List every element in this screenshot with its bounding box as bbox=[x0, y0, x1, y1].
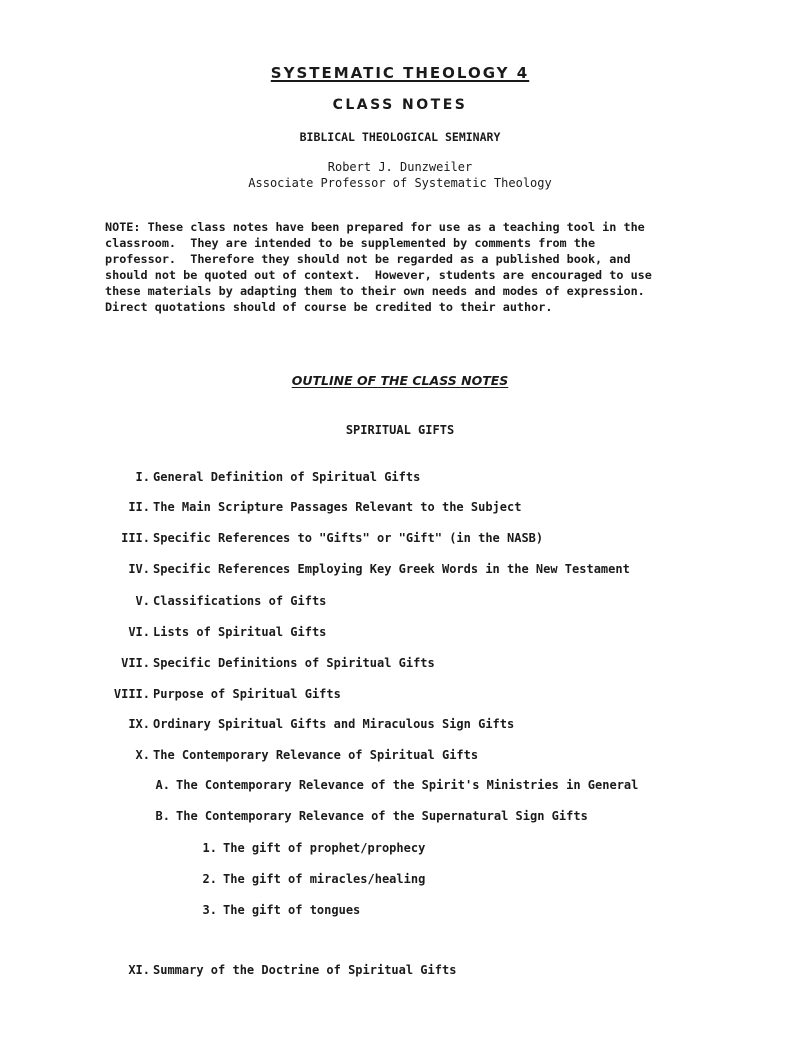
outline-item-text: Specific References to "Gifts" or "Gift" (in the NASB) bbox=[153, 531, 544, 545]
outline-item-number: XI. bbox=[128, 963, 150, 977]
outline-item-text: Summary of the Doctrine of Spiritual Gifts bbox=[153, 963, 457, 977]
document-title-text: SYSTEMATIC THEOLOGY 4 bbox=[270, 64, 530, 82]
author-name: Robert J. Dunzweiler bbox=[327, 160, 473, 174]
outline-sub-sub-item-number: 2. bbox=[202, 872, 217, 886]
outline-item bbox=[0, 655, 800, 671]
outline-heading bbox=[0, 373, 800, 389]
outline-sub-item-text: The Contemporary Relevance of the Supernatural Sign Gifts bbox=[176, 809, 588, 823]
outline-item-number: IV. bbox=[128, 562, 150, 576]
outline-sub-item-letter: B. bbox=[155, 809, 170, 823]
outline-item bbox=[0, 530, 800, 546]
outline-item-text: Classifications of Gifts bbox=[153, 594, 327, 608]
outline-sub-sub-item-number: 1. bbox=[202, 841, 217, 855]
outline-sub-item-text: The Contemporary Relevance of the Spirit's Ministries in General bbox=[176, 778, 639, 792]
outline-item-number: X. bbox=[135, 748, 150, 762]
outline-item-text: The Main Scripture Passages Relevant to the Subject bbox=[153, 500, 522, 514]
usage-note: NOTE: These class notes have been prepared for use as a teaching tool in the classroom. They are intended to be supplemented by comments from the professor. Therefore they should not be regarded as a published book, and should not be quoted out of context. However, students are encouraged to use these materials by adapting them to their own needs and modes of expression. Direct quotations should of course be credited to their author. bbox=[105, 220, 652, 314]
outline-item bbox=[0, 716, 800, 732]
outline-item-number: IX. bbox=[128, 717, 150, 731]
outline-item-number: VIII. bbox=[113, 687, 150, 701]
institution-name: BIBLICAL THEOLOGICAL SEMINARY bbox=[299, 130, 501, 144]
document-title bbox=[0, 64, 800, 82]
outline-item bbox=[0, 593, 800, 609]
outline-item-number: VII. bbox=[121, 656, 150, 670]
outline-item-number: I. bbox=[135, 470, 150, 484]
author-title: Associate Professor of Systematic Theology bbox=[248, 176, 552, 190]
outline-item-number: VI. bbox=[128, 625, 150, 639]
outline-item-text: Lists of Spiritual Gifts bbox=[153, 625, 327, 639]
outline-item bbox=[0, 686, 800, 702]
outline-item-text: General Definition of Spiritual Gifts bbox=[153, 470, 421, 484]
outline-item bbox=[0, 499, 800, 515]
outline-sub-item-letter: A. bbox=[155, 778, 170, 792]
outline-item-text: Specific References Employing Key Greek Words in the New Testament bbox=[153, 562, 630, 576]
outline-item-text: The Contemporary Relevance of Spiritual Gifts bbox=[153, 748, 479, 762]
outline-sub-sub-item-text: The gift of miracles/healing bbox=[223, 872, 426, 886]
outline-item-number: III. bbox=[121, 531, 150, 545]
outline-sub-sub-item-text: The gift of tongues bbox=[223, 903, 361, 917]
outline-item-text: Ordinary Spiritual Gifts and Miraculous Sign Gifts bbox=[153, 717, 515, 731]
outline-topic: SPIRITUAL GIFTS bbox=[345, 423, 455, 437]
outline-item-number: II. bbox=[128, 500, 150, 514]
outline-item-number: V. bbox=[135, 594, 150, 608]
outline-item-text: Specific Definitions of Spiritual Gifts bbox=[153, 656, 435, 670]
outline-item bbox=[0, 561, 800, 577]
outline-item bbox=[0, 624, 800, 640]
outline-heading-text: OUTLINE OF THE CLASS NOTES bbox=[291, 373, 509, 388]
outline-item bbox=[0, 469, 800, 485]
outline-item bbox=[0, 747, 800, 763]
document-subtitle: CLASS NOTES bbox=[332, 97, 468, 113]
outline-item bbox=[0, 962, 800, 978]
outline-sub-sub-item-number: 3. bbox=[202, 903, 217, 917]
outline-item-text: Purpose of Spiritual Gifts bbox=[153, 687, 341, 701]
outline-sub-sub-item-text: The gift of prophet/prophecy bbox=[223, 841, 426, 855]
